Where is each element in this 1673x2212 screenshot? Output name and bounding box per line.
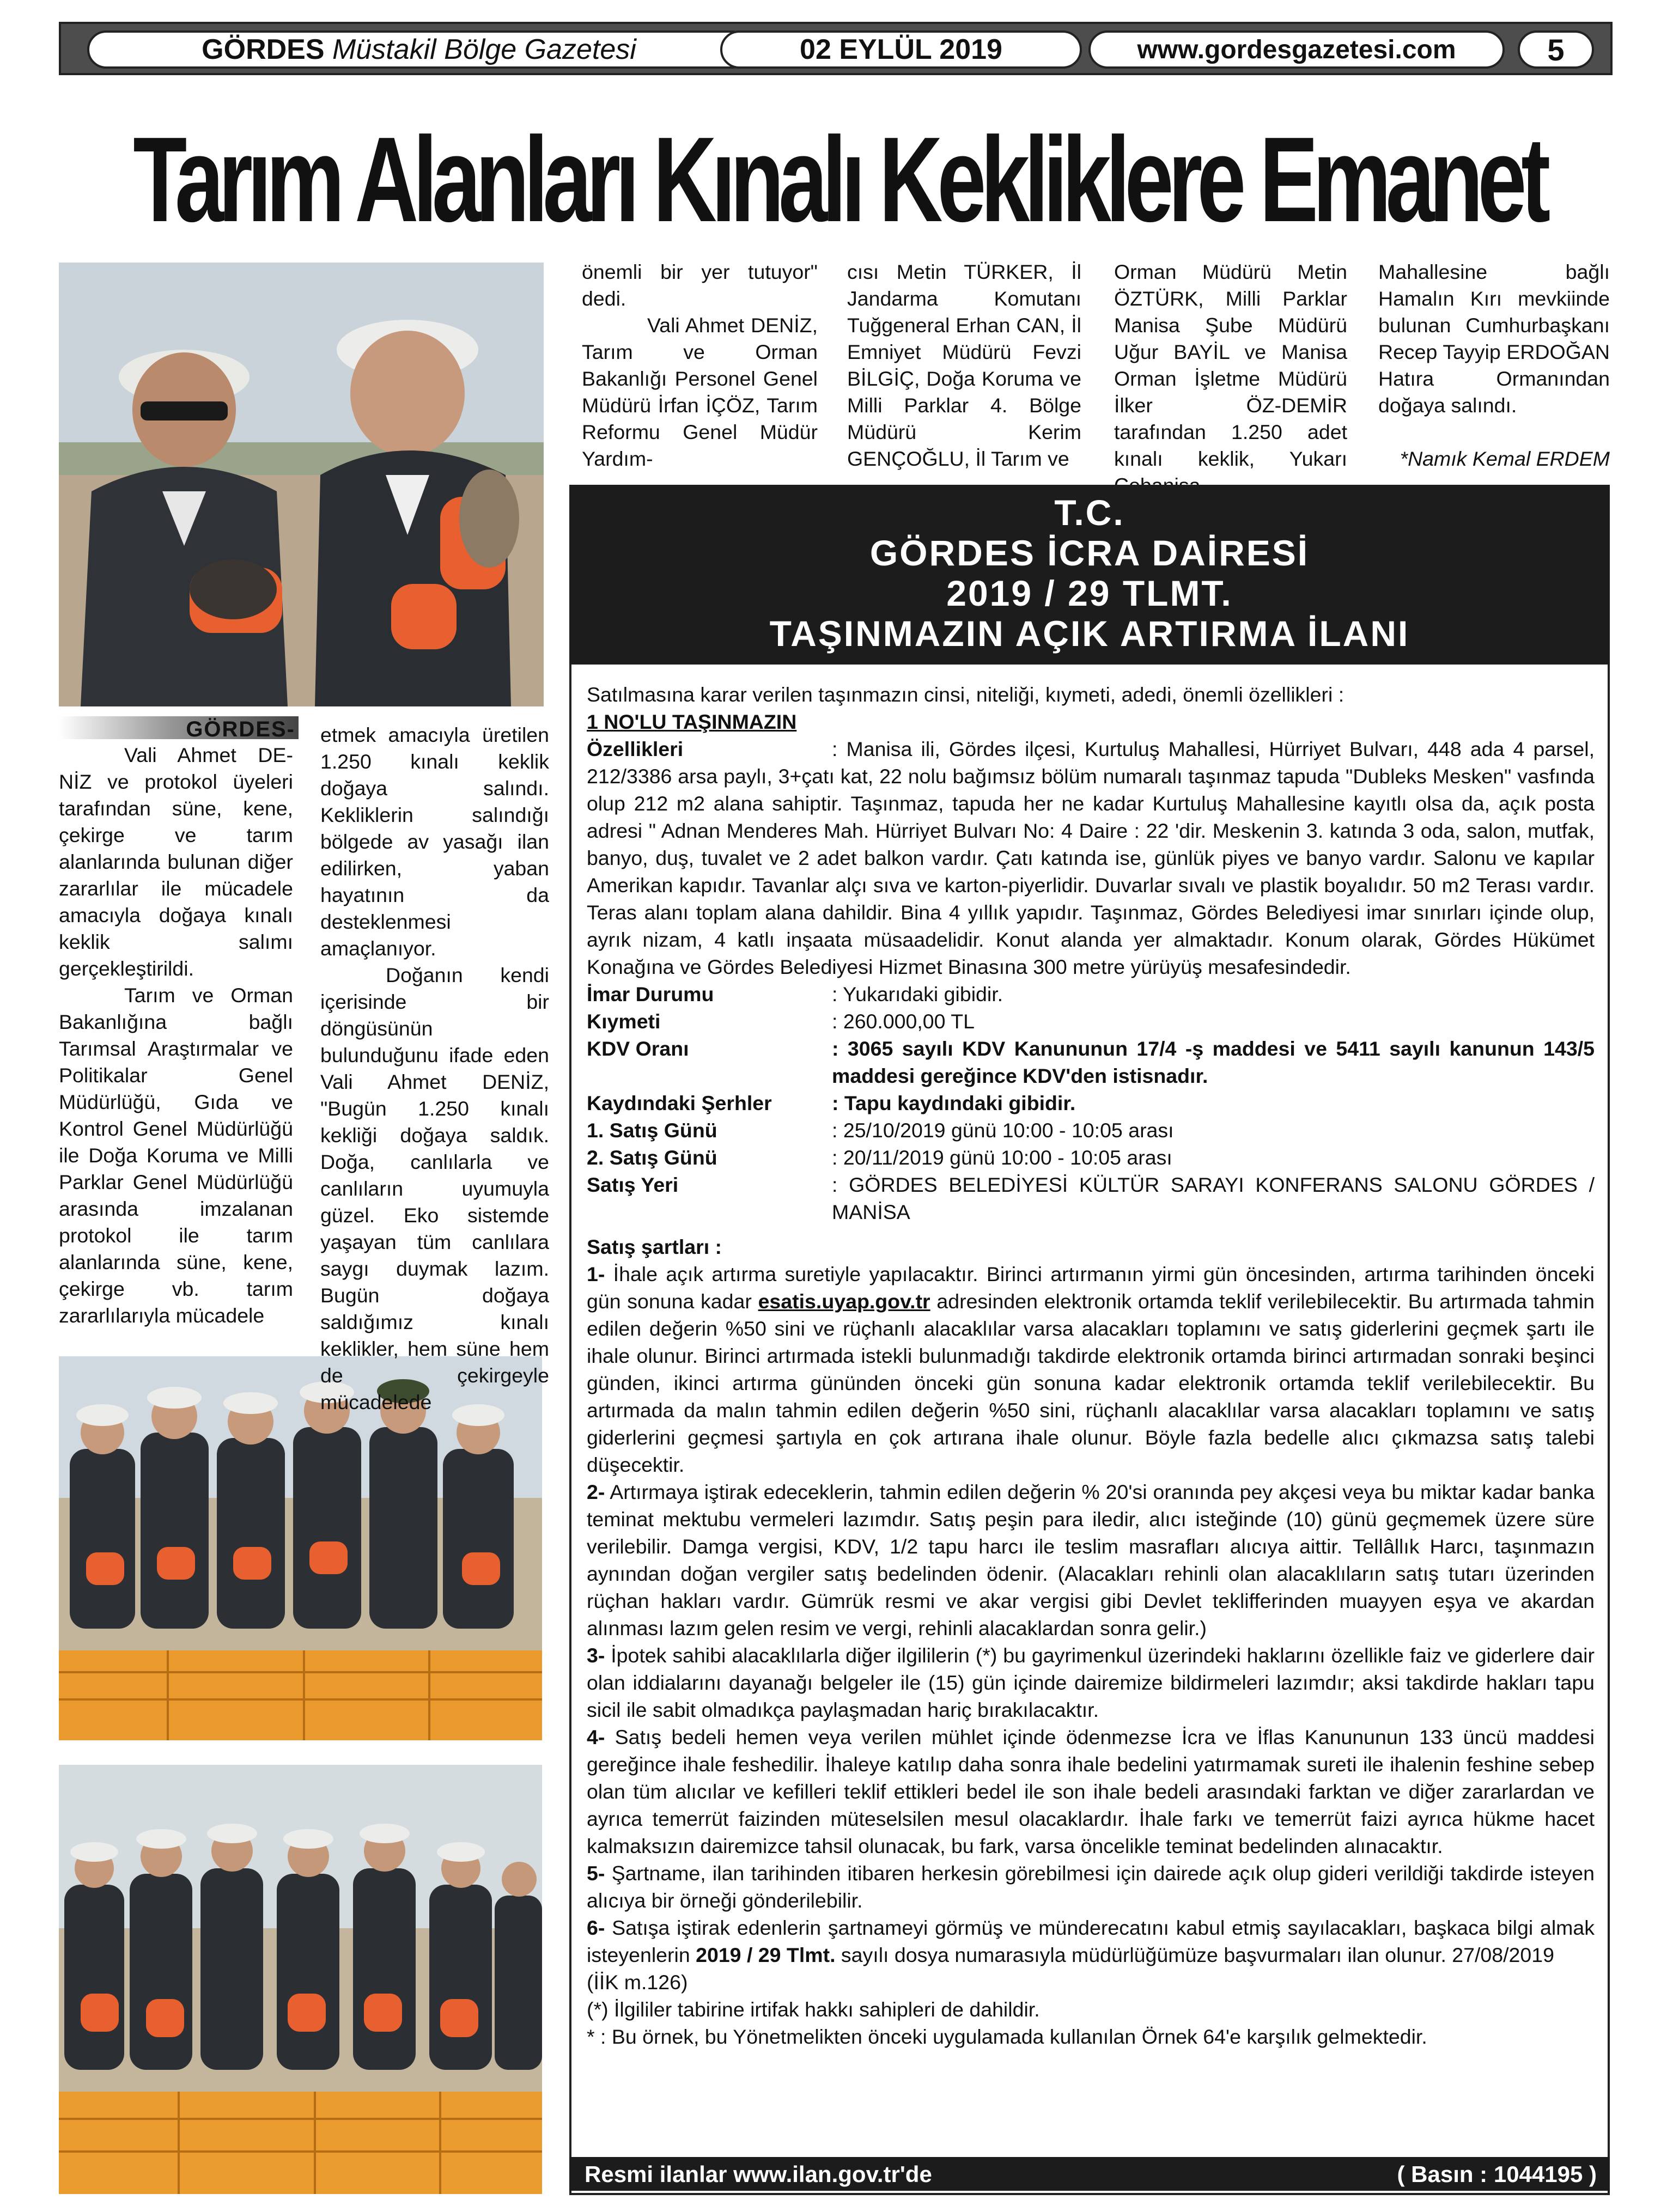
date-pill [720,31,1082,69]
detail-label: Satış Yeri [587,1173,679,1196]
condition-number: 2- [587,1480,605,1503]
notice-footnote: (*) İlgililer tabirine irtifak hakkı sahipleri de dahildir. [587,1998,1040,2021]
condition-number: 1- [587,1263,605,1285]
paper-name-pill [87,31,751,69]
detail-label: İmar Durumu [587,983,714,1006]
article-paragraph: cısı Metin TÜRKER, İl Jandarma Komutanı Tuğgeneral Erhan CAN, İl Emniyet Müdürü Fevzi BİLGİÇ, Doğa Koruma ve Milli Parklar 4. Bölge Müdürü Kerim GENÇOĞLU, İl Tarım ve [847,260,1081,470]
article-column-1 [59,742,293,1329]
condition-2 [587,1478,1595,1642]
notice-title-line: TAŞINMAZIN AÇIK ARTIRMA İLANI [769,613,1410,654]
dateline-bar [59,716,299,739]
notice-detail-row [587,1089,1595,1117]
article-column-4 [847,259,1081,472]
article-paragraph: etmek amacıyla üretilen 1.250 kınalı keklik doğaya salındı. Kekliklerin salındığı bölgede av yasağı ilan edilirken, yaban hayatının da desteklenmesi amaçlanıyor. [320,723,549,960]
detail-label: KDV Oranı [587,1037,689,1060]
notice-detail-row [587,1117,1595,1144]
notice-item-title: 1 NO'LU TAŞINMAZIN [587,710,797,733]
article-paragraph: Tarım ve Orman Bakanlığına bağlı Tarımsal Araştırmalar ve Politikalar Genel Müdürlüğü, Gıda ve Kontrol Genel Müdürlüğü ile Doğa Koruma ve Milli Parklar Genel Müdürlüğü arasında imzalanan protokol ile tarım alanlarında süne, kene, çekirge vb. tarım zararlılarıyla mücadele [59,984,293,1327]
condition-6 [587,1914,1595,1969]
notice-title-block [569,485,1610,665]
photo-releasing-partridges [59,1765,542,2194]
notice-detail-row [587,980,1595,1008]
detail-value: : 3065 sayılı KDV Kanununun 17/4 -ş maddesi ve 5411 sayılı kanunun 143/5 maddesi gereğince KDV'den istisnadır. [832,1037,1595,1087]
condition-number: 3- [587,1644,605,1667]
detail-value: : 25/10/2019 günü 10:00 - 10:05 arası [832,1119,1174,1142]
notice-detail-row [587,1171,1595,1226]
article-paragraph: önemli bir yer tutuyor" dedi. [582,260,818,310]
law-reference: (İİK m.126) [587,1971,688,1994]
detail-value: : 260.000,00 TL [832,1010,975,1033]
condition-number: 6- [587,1916,605,1939]
conditions-title: Satış şartları : [587,1235,722,1258]
esatis-link[interactable]: esatis.uyap.gov.tr [758,1290,930,1313]
features-label: Özellikleri [587,738,684,760]
article-paragraph: Orman Müdürü Metin ÖZTÜRK, Milli Parklar Manisa Şube Müdürü Uğur BAYİL ve Manisa Orman İşletme Müdürü İlker ÖZ-DEMİR tarafından 1.250 adet kınalı keklik, Yukarı [1114,260,1347,470]
condition-text: Satışa iştirak edenlerin şartnameyi görmüş ve münderecatını kabul etmiş sayılacakları, başkaca bilgi almak isteyenlerin [587,1916,1595,1966]
article-paragraph: Vali Ahmet DE-NİZ ve protokol üyeleri tarafından süne, kene, çekirge ve tarım alanlarında bulunan diğer zararlılar ile mücadele amacıyla doğaya kınalı keklik salımı gerçekleştirildi. [59,744,293,980]
detail-label: Kıymeti [587,1010,661,1033]
detail-value: : Tapu kaydındaki gibidir. [832,1092,1076,1114]
notice-title-line: T.C. [1054,492,1125,533]
press-number: ( Basın : 1044195 ) [1397,2161,1597,2187]
notice-title-line: 2019 / 29 TLMT. [946,573,1233,613]
article-paragraph: Mahallesine bağlı Hamalın Kırı mevkiinde bulunan Cumhurbaşkanı Recep Tayyip ERDOĞAN Hatıra Ormanından doğaya salındı. [1378,260,1610,417]
notice-footnote: * : Bu örnek, bu Yönetmelikten önceki uygulamada kullanılan Örnek 64'e karşılık gelmektedir. [587,2025,1427,2048]
dateline: GÖRDES- [186,717,295,741]
notice-title-line: GÖRDES İCRA DAİRESİ [869,533,1310,573]
condition-number: 5- [587,1862,605,1885]
detail-label: Kaydındaki Şerhler [587,1092,772,1114]
condition-text: İpotek sahibi alacaklılarla diğer ilgililerin (*) bu gayrimenkul üzerindeki haklarını özellikle faiz ve giderlere dair olan iddialarını dayanağı belgeler ile (15) gün içinde dairemize bildirmeleri lazımdır; aksi takdirde hakları tapu sicil ile sabit olmadıkça paylaşmadan hariç bırakılacaktır. [587,1644,1595,1721]
detail-value: : GÖRDES BELEDİYESİ KÜLTÜR SARAYI KONFERANS SALONU GÖRDES / MANİSA [832,1173,1595,1223]
photo-officials-holding-partridges [59,263,544,706]
condition-1 [587,1260,1595,1478]
condition-text: İhale açık artırma suretiyle yapılacaktır. Birinci artırmanın yirmi gün öncesinden, artırma tarihinden önceki gün sonuna kadar [587,1263,1595,1313]
page-number: 5 [1547,32,1565,67]
official-notices-link[interactable]: Resmi ilanlar www.ilan.gov.tr'de [585,2161,932,2187]
article-column-3 [582,259,818,472]
notice-detail-row [587,1008,1595,1035]
notice-features: Özellikleri : Manisa ili, Gördes ilçesi, Kurtuluş Mahallesi, Hürriyet Bulvarı, 448 ada 4 parsel, 212/3386 arsa paylı, 3+çatı kat, 22 nolu bağımsız bölüm numaralı taşınmaz tapuda "Dubleks Mesken" vasfında olup 212 m2 alana sahiptir. Taşınmaz, tapuda her ne kadar Kurtuluş Mahallesine kayıtlı olsa da, açık posta adresi " Adnan Menderes Mah. Hürriyet Bulvarı No: 4 Daire : 22 'dir. Meskenin 3. katında 3 oda, salon, mutfak, banyo, duş, tuvalet ve 2 adet balkon vardır. Çatı katında ise, günlük piyes ve banyo vardır. Salonu ve kapılar Amerikan kapıdır. Tavanlar alçı sıva ve karton-piyerlidir. Duvarlar sıvalı ve plastik boyalıdır. 50 m2 Terası vardır. Teras alanı toplam alana dahildir. Bina 4 yıllık yapıdır. Taşınmaz, Gördes Belediyesi imar sınırları içinde olup, ayrık nizam, 4 katlı inşaata müsaadelidir. Konut alanda yer almaktadır. Konum olarak, Gördes Hükümet Konağına ve Gördes Belediyesi Hizmet Binasına 300 metre yürüyüş mesafesindedir. [587,735,1595,980]
condition-text: adresinden elektronik ortamda teklif verilebilecektir. Bu artırmada tahmin edilen değerin %50 sini ve rüçhanlı alacaklılar varsa alacakları toplamını ve satış giderlerini geçmek şartı ile ihale olunur. Birinci artırmada istekli bulunmadığı takdirde elektronik ortamda birinci artırmadan sonraki beşinci günden, ikinci artırma gününden önceki gün sonuna kadar elektronik ortamda teklif verilebilecektir. Bu artırmada da malın tahmin edilen değerin %50 sini, rüçhanlı alacaklılar varsa alacakları toplamını ve satış giderlerini geçmesi şartıyla en çok artırana ihale olunur. Böyle fazla bedelle alıcı çıkmazsa satış talebi düşecektir. [587,1290,1595,1476]
condition-3 [587,1642,1595,1723]
notice-detail-row [587,1035,1595,1089]
website-pill [1088,31,1505,69]
issue-date: 02 EYLÜL 2019 [800,34,1002,65]
condition-text: Şartname, ilan tarihinden itibaren herkesin görebilmesi için dairede açık olup gideri verildiği takdirde isteyen alıcıya bir örneği gönderilebilir. [587,1862,1595,1912]
condition-text: Artırmaya iştirak edeceklerin, tahmin edilen değerin % 20'si oranında pey akçesi veya bu miktar kadar banka teminat mektubu vermeleri lazımdır. Satış peşin para iledir, alıcı isteğinde (10) günü geçmemek üzere süre verilebilir. Damga vergisi, KDV, 1/2 tapu harcı ile teslim masrafları alıcıya aittir. Tellâllık Harcı, taşınmazın aynından doğan vergiler satış bedelinden ödenir. (Alacakları rehinli olan alacaklıların satış tutarı üzerinden rüçhan hakları vardır. Gümrük resmi ve akar vergisi gibi Devlet teklifferinden muayyen eşya ve akardan alınması lazım gelen resim ve vergi, rehinli alacaklardan sonra gelir.) [587,1480,1595,1640]
features-text: Manisa ili, Gördes ilçesi, Kurtuluş Mahallesi, Hürriyet Bulvarı, 448 ada 4 parsel, 212/3386 arsa paylı, 3+çatı kat, 22 nolu bağımsız bölüm numaralı taşınmaz tapuda "Dubleks Mesken" vasfında olup 212 m2 alana sahiptir. Taşınmaz, tapuda her ne kadar Kurtuluş Mahallesine kayıtlı olsa da, açık posta adresi " Adnan Menderes Mah. Hürriyet Bulvarı No: 4 Daire : 22 'dir. Meskenin 3. katında 3 oda, salon, mutfak, banyo, duş, tuvalet ve 2 adet balkon vardır. Çatı katında ise, günlük piyes ve banyo vardır. Salonu ve kapılar Amerikan kapıdır. Tavanlar alçı sıva ve karton-piyerlidir. Duvarlar sıvalı ve plastik boyalıdır. 50 m2 Terası vardır. Teras alanı toplam alana dahildir. Bina 4 yıllık yapıdır. Taşınmaz, Gördes Belediyesi imar sınırları içinde olup, ayrık nizam, 4 katlı inşaata müsaadelidir. Konut alanda yer almaktadır. Konum olarak, Gördes Hükümet Konağına ve Gördes Belediyesi Hizmet Binasına 300 metre yürüyüş mesafesindedir. [587,738,1595,978]
detail-value: : Yukarıdaki gibidir. [832,983,1003,1006]
paper-name: GÖRDES [202,34,325,65]
paper-tagline: Müstakil Bölge Gazetesi [332,34,636,65]
notice-detail-row [587,1144,1595,1171]
file-number: 2019 / 29 Tlmt. [696,1943,836,1966]
condition-5 [587,1860,1595,1914]
condition-4 [587,1723,1595,1860]
notice-box [569,665,1610,2195]
notice-body [587,681,1595,2050]
notice-details-list [587,980,1595,1226]
condition-text: sayılı dosya numarasıyla müdürlüğümüze başvurmaları ilan olunur. 27/08/2019 [835,1943,1554,1966]
article-paragraph: Vali Ahmet DENİZ, Tarım ve Orman Bakanlığı Personel Genel Müdürü İrfan İÇÖZ, Tarım Reformu Genel Müdür Yardım- [582,314,818,470]
article-author: *Namık Kemal ERDEM [1400,447,1610,470]
page-number-pill [1518,31,1594,69]
notice-footer-bar [569,2157,1610,2191]
notice-intro: Satılmasına karar verilen taşınmazın cinsi, niteliği, kıymeti, adedi, önemli özellikleri : [587,683,1345,706]
condition-number: 4- [587,1726,605,1748]
article-paragraph: Doğanın kendi içerisinde bir döngüsünün bulunduğunu ifade eden Vali Ahmet DENİZ, "Bugün 1.250 kınalı kekliği doğaya saldık. Doğa, canlılarla ve canlıların uyumuyla güzel. Eko sistemde yaşayan tüm canlılara saygı duymak lazım. Bugün doğaya saldığımız kınalı keklikler, hem süne hem de çekirgeyle mücadelede [320,964,549,1413]
article-column-2 [320,722,549,1416]
condition-text: Satış bedeli hemen veya verilen mühlet içinde ödenmezse İcra ve İflas Kanununun 133 üncü maddesi gereğince ihale feshedilir. İhaleye katılıp daha sonra ihale bedelini yatırmamak sureti ile ihalenin feshine sebep olan tüm alıcılar ve kefilleri teklif ettikleri bedel ile son ihale bedeli arasındaki farktan ve diğer zararlardan ve ayrıca temerrüt faizinden müteselsilen mesul olacaklardır. İhale farkı ve temerrüt faizi ayrıca hükme hacet kalmaksızın dairemizce tahsil olunacak, bu fark, varsa öncelikle teminat bedelinden alınacaktır. [587,1726,1595,1857]
detail-value: : 20/11/2019 günü 10:00 - 10:05 arası [832,1146,1172,1169]
detail-label: 2. Satış Günü [587,1146,717,1169]
headline [54,112,1623,248]
article-column-5 [1114,259,1347,499]
article-column-6 [1378,259,1610,472]
headline-text: Tarım Alanları Kınalı Kekliklere Emanet [133,112,1545,247]
website-url: www.gordesgazetesi.com [1137,35,1456,64]
detail-label: 1. Satış Günü [587,1119,717,1142]
masthead-bar [59,22,1613,75]
